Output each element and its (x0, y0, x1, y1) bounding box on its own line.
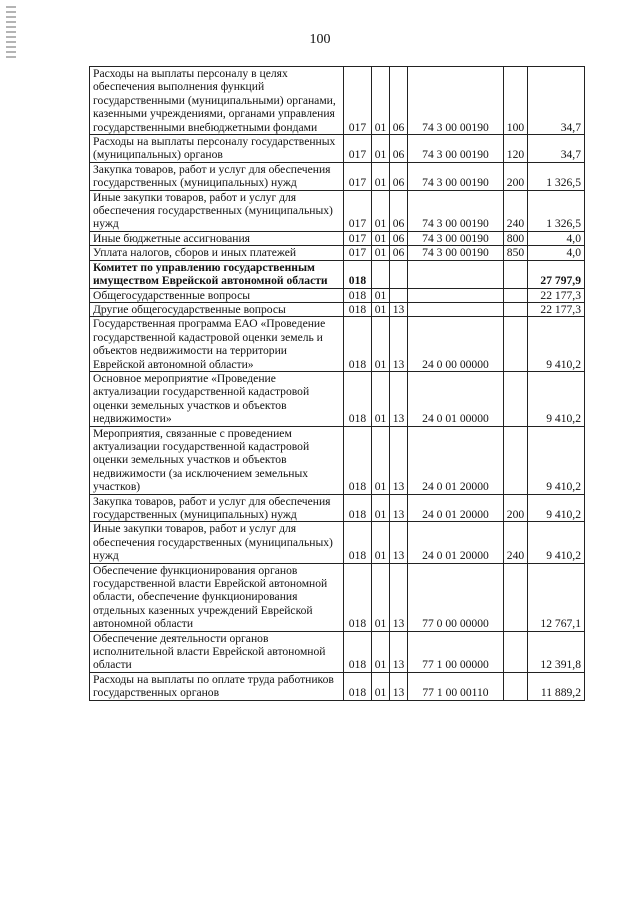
ministry-code: 018 (344, 672, 372, 700)
expense-type-code: 240 (504, 190, 528, 231)
amount: 1 326,5 (528, 162, 585, 190)
page-number: 100 (309, 32, 331, 47)
table-row (90, 302, 585, 316)
expense-type-code (504, 426, 528, 494)
table-row (90, 288, 585, 302)
row-name: Другие общегосударственные вопросы (90, 302, 344, 316)
ministry-code: 017 (344, 162, 372, 190)
table-row (90, 317, 585, 372)
ministry-code: 018 (344, 426, 372, 494)
section-code: 01 (372, 317, 390, 372)
table-row (90, 631, 585, 672)
ministry-code: 018 (344, 522, 372, 563)
target-article-code: 74 3 00 00190 (408, 67, 504, 135)
section-code: 01 (372, 302, 390, 316)
section-code: 01 (372, 231, 390, 245)
section-code: 01 (372, 162, 390, 190)
table-row (90, 371, 585, 426)
target-article-code: 74 3 00 00190 (408, 190, 504, 231)
expense-type-code: 200 (504, 162, 528, 190)
table-row (90, 190, 585, 231)
ministry-code: 017 (344, 246, 372, 260)
table-row (90, 494, 585, 522)
target-article-code: 24 0 01 20000 (408, 494, 504, 522)
subsection-code: 06 (390, 67, 408, 135)
expense-type-code (504, 302, 528, 316)
subsection-code (390, 288, 408, 302)
ministry-code: 018 (344, 371, 372, 426)
subsection-code (390, 260, 408, 288)
amount: 11 889,2 (528, 672, 585, 700)
subsection-code: 13 (390, 522, 408, 563)
target-article-code: 74 3 00 00190 (408, 162, 504, 190)
section-code: 01 (372, 246, 390, 260)
expense-type-code (504, 371, 528, 426)
subsection-code: 06 (390, 231, 408, 245)
section-code (372, 260, 390, 288)
row-name: Расходы на выплаты по оплате труда работников государственных органов (90, 672, 344, 700)
expense-type-code: 120 (504, 135, 528, 163)
row-name: Комитет по управлению государственным имуществом Еврейской автономной области (90, 260, 344, 288)
amount: 34,7 (528, 67, 585, 135)
section-code: 01 (372, 371, 390, 426)
subsection-code: 13 (390, 317, 408, 372)
ministry-code: 018 (344, 494, 372, 522)
ministry-code: 018 (344, 563, 372, 631)
section-code: 01 (372, 563, 390, 631)
subsection-code: 13 (390, 302, 408, 316)
row-name: Закупка товаров, работ и услуг для обеспечения государственных (муниципальных) нужд (90, 494, 344, 522)
section-code: 01 (372, 631, 390, 672)
target-article-code (408, 302, 504, 316)
amount: 9 410,2 (528, 426, 585, 494)
expense-type-code: 100 (504, 67, 528, 135)
subsection-code: 06 (390, 190, 408, 231)
amount: 9 410,2 (528, 371, 585, 426)
table-row (90, 426, 585, 494)
row-name: Расходы на выплаты персоналу в целях обеспечения выполнения функций государственными (муниципальными) органами, казенными учреждениями, органами управления государственными внебюджетными фондами (90, 67, 344, 135)
subsection-code: 06 (390, 246, 408, 260)
target-article-code: 74 3 00 00190 (408, 135, 504, 163)
row-name: Государственная программа ЕАО «Проведение государственной кадастровой оценки земель и объектов недвижимости на территории Еврейской автономной области» (90, 317, 344, 372)
table-row (90, 672, 585, 700)
ministry-code: 017 (344, 135, 372, 163)
table-row (90, 231, 585, 245)
section-code: 01 (372, 522, 390, 563)
expense-type-code (504, 563, 528, 631)
amount: 4,0 (528, 231, 585, 245)
table-row (90, 563, 585, 631)
subsection-code: 13 (390, 631, 408, 672)
amount: 9 410,2 (528, 494, 585, 522)
target-article-code: 77 1 00 00000 (408, 631, 504, 672)
expense-type-code: 850 (504, 246, 528, 260)
expense-type-code: 800 (504, 231, 528, 245)
section-code: 01 (372, 672, 390, 700)
subsection-code: 13 (390, 426, 408, 494)
amount: 22 177,3 (528, 302, 585, 316)
table-row (90, 246, 585, 260)
subsection-code: 13 (390, 563, 408, 631)
ministry-code: 018 (344, 317, 372, 372)
target-article-code: 24 0 01 20000 (408, 522, 504, 563)
amount: 12 391,8 (528, 631, 585, 672)
ministry-code: 018 (344, 302, 372, 316)
subsection-code: 13 (390, 494, 408, 522)
section-code: 01 (372, 288, 390, 302)
expense-type-code (504, 260, 528, 288)
target-article-code: 77 1 00 00110 (408, 672, 504, 700)
expense-type-code: 240 (504, 522, 528, 563)
amount: 12 767,1 (528, 563, 585, 631)
budget-table (89, 66, 585, 701)
ministry-code: 017 (344, 231, 372, 245)
subsection-code: 06 (390, 162, 408, 190)
target-article-code: 74 3 00 00190 (408, 231, 504, 245)
amount: 34,7 (528, 135, 585, 163)
section-code: 01 (372, 135, 390, 163)
ministry-code: 018 (344, 631, 372, 672)
row-name: Расходы на выплаты персоналу государственных (муниципальных) органов (90, 135, 344, 163)
row-name: Мероприятия, связанные с проведением актуализации государственной кадастровой оценки земельных участков и объектов недвижимости (за исключением земельных участков) (90, 426, 344, 494)
ministry-code: 018 (344, 260, 372, 288)
row-name: Иные закупки товаров, работ и услуг для обеспечения государственных (муниципальных) нужд (90, 190, 344, 231)
row-name: Иные закупки товаров, работ и услуг для обеспечения государственных (муниципальных) нужд (90, 522, 344, 563)
table-row (90, 162, 585, 190)
section-code: 01 (372, 190, 390, 231)
target-article-code: 24 0 01 00000 (408, 371, 504, 426)
amount: 22 177,3 (528, 288, 585, 302)
table-row (90, 135, 585, 163)
ministry-code: 018 (344, 288, 372, 302)
amount: 9 410,2 (528, 317, 585, 372)
expense-type-code (504, 288, 528, 302)
expense-type-code (504, 631, 528, 672)
target-article-code (408, 288, 504, 302)
row-name: Обеспечение деятельности органов исполнительной власти Еврейской автономной области (90, 631, 344, 672)
row-name: Основное мероприятие «Проведение актуализации государственной кадастровой оценки земельных участков и объектов недвижимости» (90, 371, 344, 426)
row-name: Общегосударственные вопросы (90, 288, 344, 302)
expense-type-code (504, 317, 528, 372)
section-code: 01 (372, 426, 390, 494)
target-article-code: 24 0 00 00000 (408, 317, 504, 372)
target-article-code: 24 0 01 20000 (408, 426, 504, 494)
amount: 27 797,9 (528, 260, 585, 288)
table-row (90, 522, 585, 563)
table-row (90, 260, 585, 288)
row-name: Иные бюджетные ассигнования (90, 231, 344, 245)
row-name: Закупка товаров, работ и услуг для обеспечения государственных (муниципальных) нужд (90, 162, 344, 190)
target-article-code (408, 260, 504, 288)
table-row (90, 67, 585, 135)
subsection-code: 13 (390, 672, 408, 700)
expense-type-code: 200 (504, 494, 528, 522)
amount: 9 410,2 (528, 522, 585, 563)
section-code: 01 (372, 67, 390, 135)
ministry-code: 017 (344, 190, 372, 231)
target-article-code: 74 3 00 00190 (408, 246, 504, 260)
amount: 1 326,5 (528, 190, 585, 231)
amount: 4,0 (528, 246, 585, 260)
subsection-code: 13 (390, 371, 408, 426)
ministry-code: 017 (344, 67, 372, 135)
subsection-code: 06 (390, 135, 408, 163)
section-code: 01 (372, 494, 390, 522)
row-name: Уплата налогов, сборов и иных платежей (90, 246, 344, 260)
expense-type-code (504, 672, 528, 700)
row-name: Обеспечение функционирования органов государственной власти Еврейской автономной области, обеспечение функционирования отдельных казенных учреждений Еврейской автономной области (90, 563, 344, 631)
target-article-code: 77 0 00 00000 (408, 563, 504, 631)
